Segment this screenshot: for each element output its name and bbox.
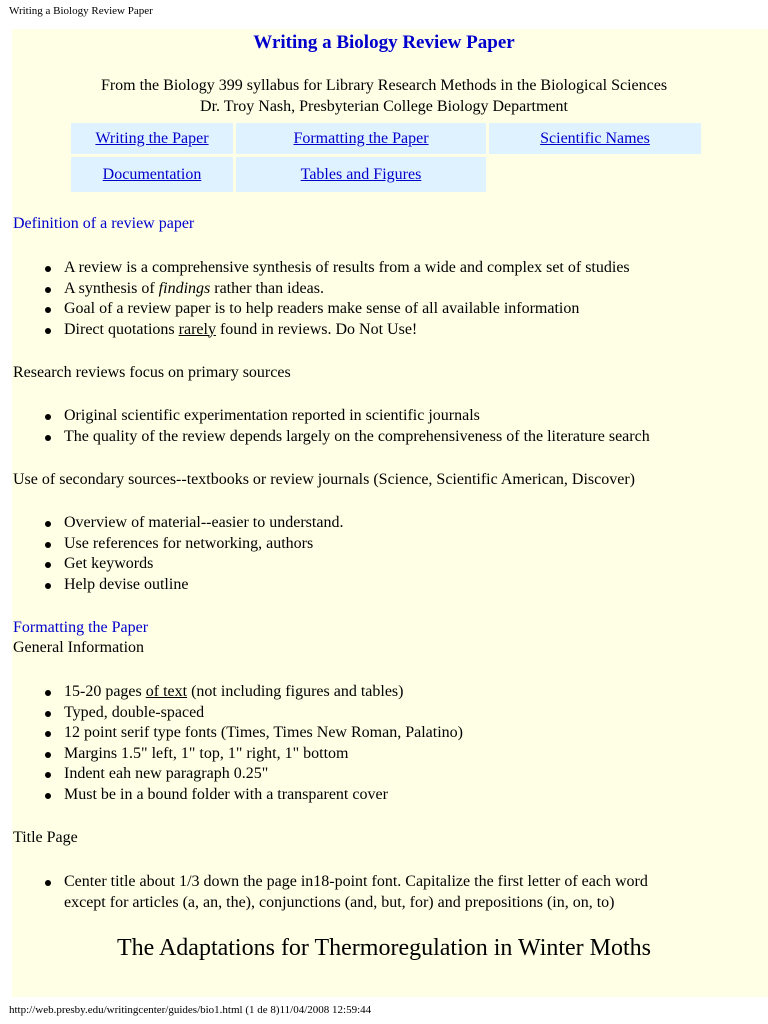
- print-footer-url: http://web.presby.edu/writingcenter/guides/bio1.html (1 de 8)11/04/2008 12:59:44: [9, 1004, 372, 1016]
- list-item-text: 15-20 pages: [64, 683, 146, 700]
- list-item: 12 point serif type fonts (Times, Times New Roman, Palatino): [12, 723, 756, 744]
- definition-list: [12, 258, 756, 340]
- nav-cell-documentation: [71, 157, 233, 192]
- subtitle-line-2: Dr. Troy Nash, Presbyterian College Biology Department: [200, 98, 568, 115]
- nav-link-tables-and-figures[interactable]: Tables and Figures: [300, 165, 422, 183]
- list-item: [12, 320, 756, 341]
- underline-rarely: rarely: [178, 320, 216, 338]
- list-item-text: (not including figures and tables): [187, 683, 404, 700]
- list-item: [12, 872, 756, 913]
- heading-definition: Definition of a review paper: [13, 215, 195, 232]
- list-item-text: except for articles (a, an, the), conjunctions (and, but, for) and prepositions (in, on, to): [64, 893, 615, 911]
- heading-title-page: Title Page: [13, 829, 78, 846]
- example-title: The Adaptations for Thermoregulation in Winter Moths: [116, 935, 652, 961]
- list-item-text: A review is a comprehensive synthesis of results from a wide and complex set of studies: [64, 259, 630, 276]
- emphasis-findings: findings: [158, 279, 211, 297]
- formatting-list: [12, 682, 756, 805]
- list-item: Overview of material--easier to understand.: [12, 513, 756, 534]
- secondary-list: [12, 513, 756, 595]
- list-item: The quality of the review depends largely on the comprehensiveness of the literature search: [12, 427, 756, 448]
- nav-link-documentation[interactable]: Documentation: [102, 165, 202, 183]
- page-content: [12, 29, 768, 997]
- list-item-text: A synthesis of: [64, 279, 159, 297]
- heading-primary-sources: Research reviews focus on primary sources: [13, 364, 291, 381]
- list-item: [12, 279, 756, 300]
- list-item: Typed, double-spaced: [12, 703, 756, 724]
- nav-cell-formatting: [236, 123, 486, 154]
- heading-formatting: Formatting the Paper: [13, 619, 149, 636]
- nav-table: [68, 120, 704, 195]
- list-item: Margins 1.5" left, 1" top, 1" right, 1" bottom: [12, 744, 756, 765]
- underline-of-text: of text: [145, 683, 188, 700]
- nav-cell-tables: [236, 157, 486, 192]
- nav-cell-writing: [71, 123, 233, 154]
- nav-link-scientific-names[interactable]: Scientific Names: [540, 129, 650, 147]
- list-item: [12, 682, 756, 703]
- subheading-general-information: General Information: [13, 639, 145, 656]
- list-item-text: Goal of a review paper is to help readers make sense of all available information: [64, 300, 580, 317]
- nav-cell-empty: [489, 157, 701, 192]
- page-title: Writing a Biology Review Paper: [253, 32, 515, 53]
- nav-link-writing-the-paper[interactable]: Writing the Paper: [95, 129, 209, 147]
- list-item: Get keywords: [12, 554, 756, 575]
- list-item: [12, 258, 756, 279]
- print-header: Writing a Biology Review Paper: [9, 5, 153, 17]
- list-item: Help devise outline: [12, 575, 756, 596]
- list-item: Original scientific experimentation reported in scientific journals: [12, 406, 756, 427]
- list-item: Use references for networking, authors: [12, 534, 756, 555]
- list-item: [12, 299, 756, 320]
- list-item-text: rather than ideas.: [210, 279, 324, 297]
- nav-link-formatting-the-paper[interactable]: Formatting the Paper: [293, 129, 429, 147]
- list-item: Indent eah new paragraph 0.25": [12, 764, 756, 785]
- list-item-text: found in reviews. Do Not Use!: [215, 320, 418, 338]
- nav-cell-scientific-names: [489, 123, 701, 154]
- list-item-text: Direct quotations: [64, 320, 179, 338]
- heading-secondary-sources: Use of secondary sources--textbooks or review journals (Science, Scientific American, Discover): [13, 471, 636, 488]
- subtitle-line-1: From the Biology 399 syllabus for Library Research Methods in the Biological Sciences: [100, 77, 668, 94]
- primary-list: [12, 406, 756, 447]
- list-item: Must be in a bound folder with a transparent cover: [12, 785, 756, 806]
- list-item-text: Center title about 1/3 down the page in18-point font. Capitalize the first letter of each word: [64, 873, 648, 890]
- title-page-list: [12, 872, 756, 913]
